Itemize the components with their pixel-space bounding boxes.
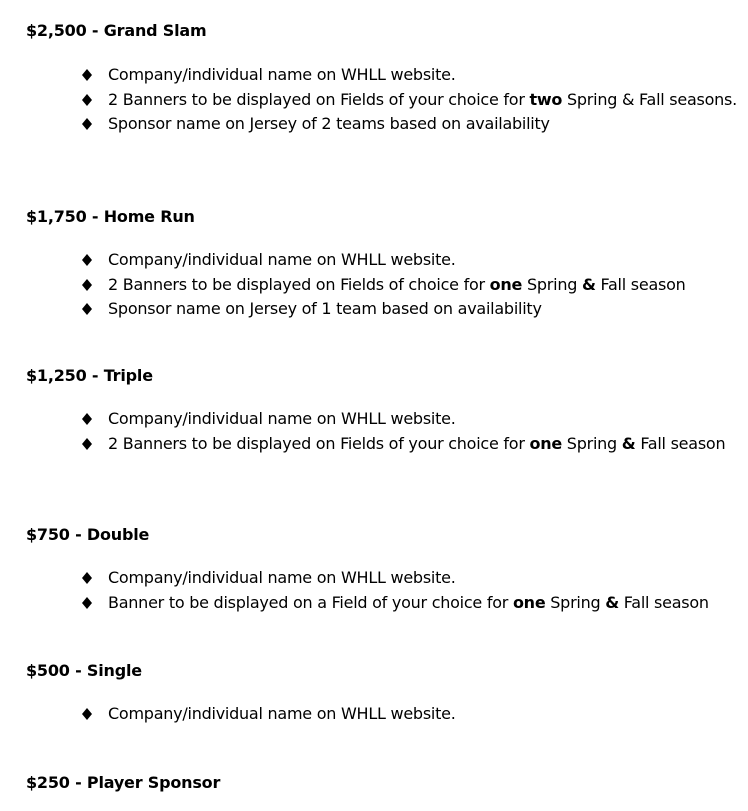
benefit-text: Spring: [522, 274, 582, 294]
diamond-bullet-icon: [82, 118, 92, 130]
benefit-text: 2 Banners to be displayed on Fields of choice for: [108, 274, 490, 294]
benefit-list: [82, 407, 742, 456]
benefit-text: 2 Banners to be displayed on Fields of your choice for: [108, 89, 530, 109]
list-item: [82, 112, 742, 137]
benefit-emphasis: one: [529, 433, 562, 453]
benefit-list: [82, 248, 742, 322]
benefit-emphasis: one: [489, 274, 523, 294]
benefit-emphasis: two: [529, 89, 563, 109]
benefit-text: Fall season: [595, 274, 686, 294]
diamond-bullet-icon: [82, 279, 92, 291]
benefit-text: Banner to be displayed on a Field of your choice for: [108, 592, 513, 612]
benefit-text: Company/individual name on WHLL website.: [108, 568, 456, 587]
tier-single: [26, 661, 742, 723]
list-item: [82, 63, 742, 88]
benefit-text: Fall season: [635, 433, 726, 453]
benefit-list: [82, 63, 742, 137]
benefit-text: 2 Banners to be displayed on Fields of your choice for: [108, 433, 530, 453]
benefit-text: Spring: [561, 433, 622, 453]
tier-title: $750 - Double: [26, 525, 150, 544]
benefit-emphasis: one: [512, 592, 546, 612]
benefit-text: Spring: [545, 592, 606, 612]
benefit-text: Company/individual name on WHLL website.: [108, 409, 456, 428]
benefit-list: [82, 566, 742, 615]
tier-title: $1,250 - Triple: [26, 366, 153, 385]
benefit-text: Sponsor name on Jersey of 1 team based on availability: [108, 299, 542, 318]
tier-player-sponsor: [26, 773, 742, 793]
benefit-text: Company/individual name on WHLL website.: [108, 704, 456, 723]
benefit-text: Spring & Fall seasons.: [562, 89, 737, 109]
tier-double: [26, 525, 742, 612]
tier-title: $2,500 - Grand Slam: [26, 21, 207, 40]
diamond-bullet-icon: [82, 708, 92, 720]
benefit-text: Company/individual name on WHLL website.: [108, 65, 456, 84]
list-item: [82, 273, 742, 298]
diamond-bullet-icon: [82, 254, 92, 266]
tier-title: $1,750 - Home Run: [26, 207, 195, 226]
list-item: [82, 702, 742, 727]
list-item: [82, 432, 742, 457]
diamond-bullet-icon: [82, 303, 92, 315]
benefit-emphasis: &: [605, 592, 619, 612]
benefit-emphasis: &: [581, 274, 596, 294]
list-item: [82, 248, 742, 273]
tier-triple: [26, 366, 742, 453]
tier-title: $250 - Player Sponsor: [26, 773, 221, 792]
benefit-list: [82, 702, 742, 727]
diamond-bullet-icon: [82, 438, 92, 450]
list-item: [82, 566, 742, 591]
list-item: [82, 407, 742, 432]
list-item: [82, 591, 742, 616]
diamond-bullet-icon: [82, 413, 92, 425]
list-item: [82, 297, 742, 322]
diamond-bullet-icon: [82, 94, 92, 106]
diamond-bullet-icon: [82, 597, 92, 609]
diamond-bullet-icon: [82, 572, 92, 584]
benefit-text: Fall season: [618, 592, 709, 612]
benefit-text: Company/individual name on WHLL website.: [108, 250, 456, 269]
benefit-text: Sponsor name on Jersey of 2 teams based on availability: [108, 114, 550, 133]
benefit-emphasis: &: [621, 433, 636, 453]
list-item: [82, 88, 742, 113]
diamond-bullet-icon: [82, 69, 92, 81]
tier-title: $500 - Single: [26, 661, 142, 680]
tier-home-run: [26, 207, 742, 318]
tier-grand-slam: [26, 21, 742, 133]
